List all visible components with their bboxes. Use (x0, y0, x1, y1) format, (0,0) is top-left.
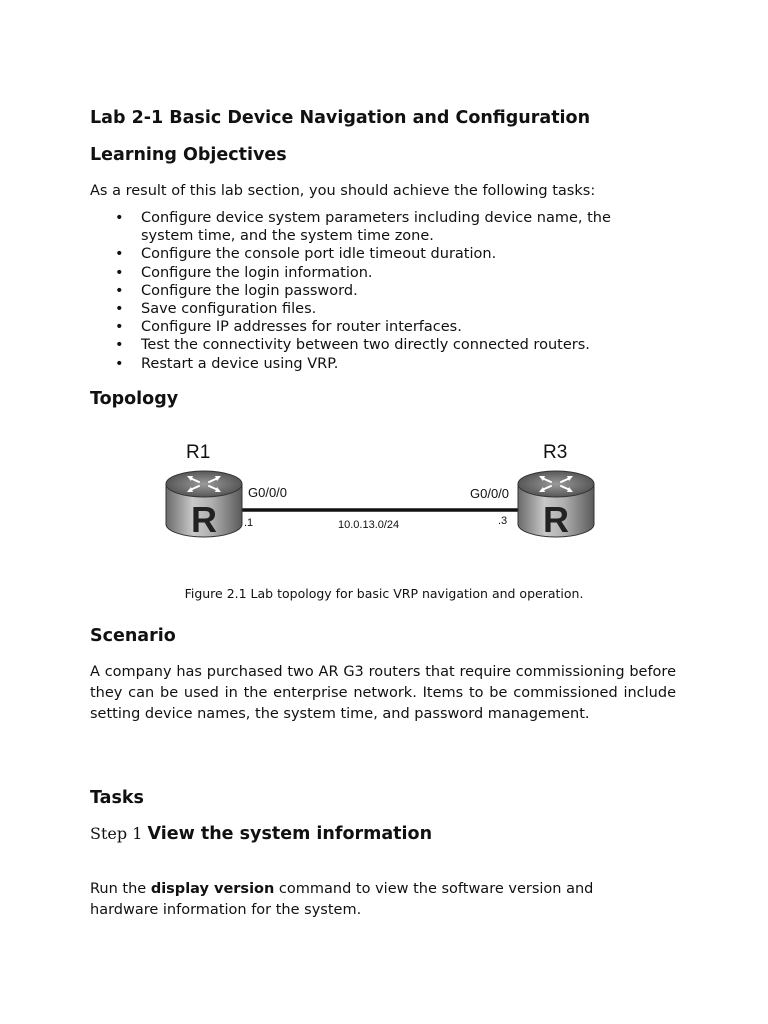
step-title: View the system information (147, 824, 433, 844)
bullet-icon: • (115, 246, 124, 263)
list-item: • Configure IP addresses for router interfaces. (115, 319, 462, 336)
command-name: display version (150, 881, 275, 897)
list-item: • Configure the login information. (115, 264, 373, 281)
router-r3-glyph: R (543, 499, 569, 540)
bullet-icon: • (115, 337, 124, 354)
bullet-icon: • (115, 319, 124, 336)
list-item: • Save configuration files. (115, 301, 317, 318)
bullet-icon: • (115, 264, 124, 281)
router-r1-glyph: R (191, 499, 217, 540)
r3-host-label: .3 (498, 515, 508, 527)
lab-title: Lab 2-1 Basic Device Navigation and Configuration (90, 108, 591, 128)
router-r1-label: R1 (186, 442, 211, 463)
topology-diagram (160, 436, 600, 546)
objectives-list (90, 209, 650, 373)
router-r3-label: R3 (543, 442, 568, 463)
figure-caption: Figure 2.1 Lab topology for basic VRP navigation and operation. (184, 586, 584, 601)
topology-heading: Topology (90, 389, 179, 409)
r1-host-label: .1 (244, 517, 254, 529)
instruction-paragraph: Run the display version command to view the software version and hardware information for the system. (90, 881, 594, 918)
list-item: • Test the connectivity between two directly connected routers. (115, 337, 590, 354)
list-item: • Configure the login password. (115, 282, 358, 299)
learning-objectives-heading: Learning Objectives (90, 145, 287, 165)
bullet-icon: • (115, 210, 124, 226)
r3-interface-label: G0/0/0 (470, 486, 510, 501)
bullet-icon: • (115, 355, 124, 372)
bullet-icon: • (115, 301, 124, 318)
tasks-heading: Tasks (90, 788, 144, 808)
list-item: • Configure device system parameters including device name, the system time, and the system time zone. (115, 210, 611, 245)
step-heading (90, 824, 432, 844)
network-label: 10.0.13.0/24 (338, 519, 400, 531)
list-item: • Configure the console port idle timeout duration. (115, 246, 497, 263)
scenario-paragraph: A company has purchased two AR G3 routers that require commissioning before they can be used in the enterprise network. Items to be commissioned include setting device names, the system time, and password management. (90, 664, 676, 722)
bullet-icon: • (115, 282, 124, 299)
router-r3-icon (518, 471, 594, 540)
objectives-intro: As a result of this lab section, you should achieve the following tasks: (90, 183, 596, 199)
list-item: • Restart a device using VRP. (115, 355, 339, 372)
step-number: Step 1 (90, 824, 143, 843)
scenario-heading: Scenario (90, 626, 176, 646)
router-r1-icon (166, 471, 242, 540)
r1-interface-label: G0/0/0 (248, 485, 288, 500)
